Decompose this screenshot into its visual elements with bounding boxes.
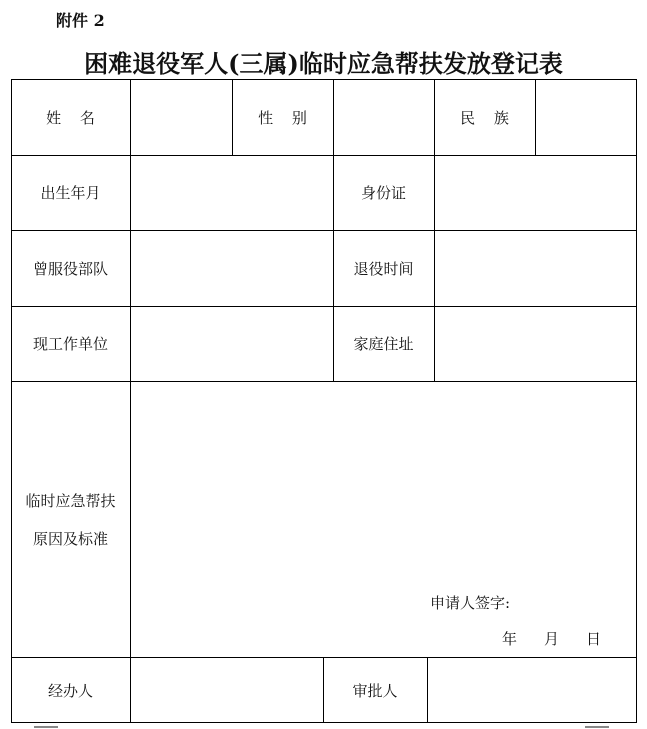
gender-label: 性 别 — [258, 109, 307, 127]
table-line — [427, 657, 428, 722]
assistance-reason-label-line1: 临时应急帮扶 — [25, 492, 116, 510]
service-unit-label: 曾服役部队 — [32, 260, 108, 278]
table-line — [11, 155, 637, 156]
name-label: 姓 名 — [46, 109, 95, 127]
table-line — [11, 381, 637, 382]
ethnicity-label: 民 族 — [460, 109, 509, 127]
date-day: 日 — [586, 630, 602, 648]
table-line — [11, 79, 637, 80]
retirement-time-label: 退役时间 — [353, 260, 414, 278]
date-month: 月 — [544, 630, 560, 648]
home-address-label: 家庭住址 — [353, 335, 414, 353]
table-line — [11, 657, 637, 658]
date-year: 年 — [502, 630, 518, 648]
table-line — [333, 79, 334, 155]
work-unit-label: 现工作单位 — [32, 335, 108, 353]
table-line — [636, 79, 637, 723]
attachment-label: 附件 2 — [56, 11, 105, 30]
table-line — [11, 230, 637, 231]
table-line — [535, 79, 536, 155]
applicant-signature-label: 申请人签字: — [430, 594, 511, 612]
page-edge-mark — [585, 726, 609, 728]
handler-label: 经办人 — [47, 682, 93, 700]
assistance-reason-label-line2: 原因及标准 — [32, 530, 108, 548]
table-line — [11, 722, 637, 723]
birth-date-label: 出生年月 — [40, 184, 101, 202]
form-title: 困难退役军人(三属)临时应急帮扶发放登记表 — [84, 49, 563, 78]
id-card-label: 身份证 — [360, 184, 406, 202]
table-line — [130, 79, 131, 723]
page-edge-mark — [34, 726, 58, 728]
approver-label: 审批人 — [352, 682, 398, 700]
table-line — [434, 155, 435, 381]
table-line — [11, 306, 637, 307]
table-line — [11, 79, 12, 723]
